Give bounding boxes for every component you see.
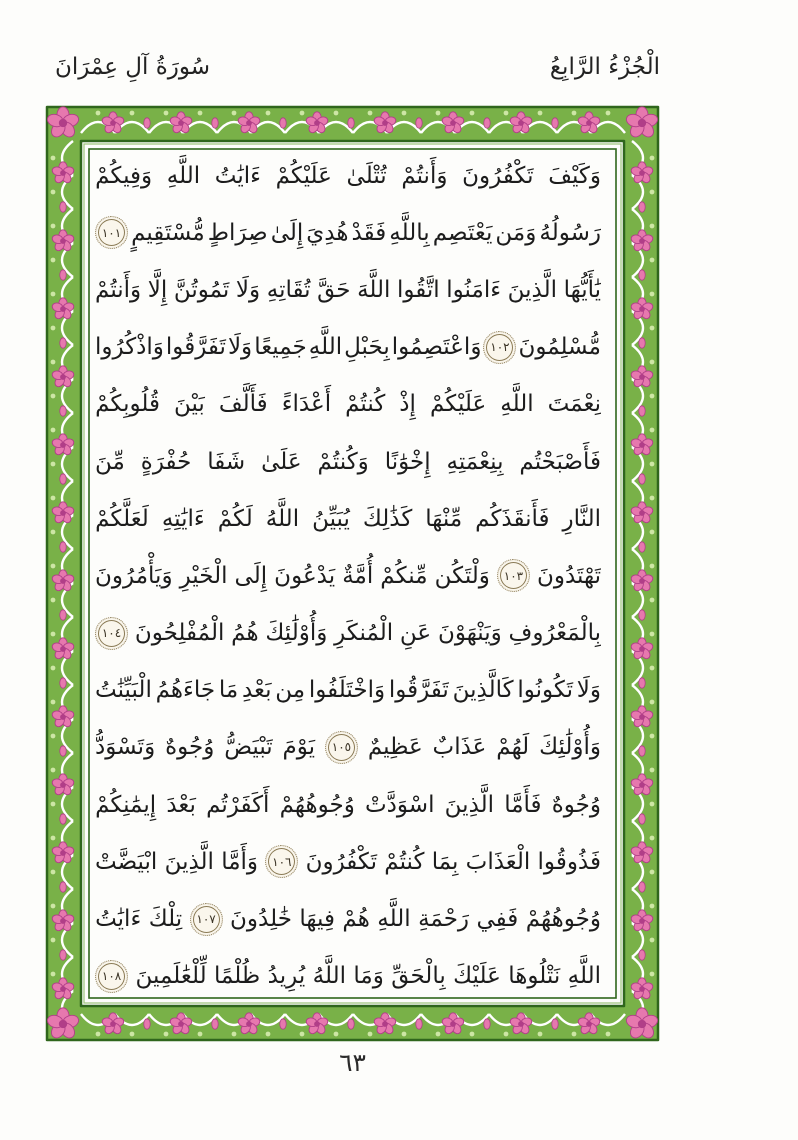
verse-text: تِلْكَ: [148, 906, 183, 933]
verse-text: تُتْلَىٰ: [346, 162, 387, 189]
verse-text: فَأَصْبَحْتُم: [519, 448, 601, 475]
aya-marker: ١٠٤: [95, 617, 128, 650]
verse-text: عَذَابٌ: [432, 734, 487, 761]
verse-text: وَلَا: [227, 334, 253, 361]
verse-text: بِمَا: [431, 848, 459, 875]
verse-text: وَمَن: [495, 219, 537, 246]
verse-text: عَلَىٰ: [261, 448, 302, 475]
verse-text: وَيَنْهَوْنَ: [437, 620, 502, 647]
verse-text: الَّذِينَ: [507, 276, 557, 303]
verse-text: وَأَمَّا: [221, 848, 259, 875]
aya-marker: ١٠٨: [95, 960, 128, 993]
aya-marker: ١٠٦: [265, 845, 298, 878]
page-number: ٦٣: [339, 1048, 366, 1077]
verse-text: الْخَيْرِ: [179, 562, 228, 589]
verse-text: بَيْنَ: [173, 391, 205, 418]
verse-text: الْمُنكَرِ: [334, 620, 394, 647]
verse-text: وَاعْتَصِمُوا: [391, 334, 482, 361]
mushaf-line-8: [95, 547, 601, 604]
verse-text: تَكُونُوا: [517, 677, 573, 704]
verse-text: تَكْفُرُونَ: [462, 162, 534, 189]
verse-text: صِرَاطٍ: [207, 219, 268, 246]
verse-text: تَكْفُرُونَ: [305, 848, 378, 875]
aya-marker: ١٠٧: [190, 903, 223, 936]
verse-text: اللَّهَ: [357, 276, 391, 303]
verse-text: ءَامَنُوا: [446, 276, 502, 303]
mushaf-line-6: [95, 433, 601, 490]
verse-text: شَفَا: [207, 448, 246, 475]
mushaf-line-1: [95, 147, 601, 204]
verse-text: يَٰأَيُّهَا: [563, 276, 601, 303]
mushaf-line-12: [95, 776, 601, 833]
verse-text: بِالْحَقِّ: [391, 963, 446, 990]
verse-text: تَفَرَّقُوا: [388, 677, 449, 704]
verse-text: اللَّهِ: [308, 334, 343, 361]
aya-marker: ١٠٥: [325, 731, 358, 764]
verse-text: اللَّهِ: [500, 391, 534, 418]
mushaf-line-10: [95, 662, 601, 719]
mushaf-line-11: [95, 719, 601, 776]
verse-text: أَكَفَرْتُم: [206, 791, 270, 818]
verse-text: إِلَّا: [147, 276, 168, 303]
verse-text: حَقَّ: [317, 276, 351, 303]
verse-text: تَمُوتُنَّ: [173, 276, 230, 303]
verse-text: الْبَيِّنَٰتُ: [95, 677, 152, 704]
verse-text: وَأَنتُمْ: [95, 276, 142, 303]
verse-text: يَعْتَصِم: [432, 219, 493, 246]
verse-text: وَاذْكُرُوا: [95, 334, 164, 361]
verse-text: حُفْرَةٍ: [140, 448, 192, 475]
verse-text: عَظِيمٌ: [367, 734, 423, 761]
verse-text: ظُلْمًا: [214, 963, 261, 990]
verse-text: إِلَىٰ: [270, 219, 304, 246]
verse-text: لَهُمْ: [496, 734, 530, 761]
quran-text-area: [95, 147, 601, 1007]
verse-text: ابْيَضَّتْ: [95, 848, 158, 875]
verse-text: لَعَلَّكُمْ: [95, 505, 149, 532]
verse-text: مِن: [275, 677, 306, 704]
verse-text: خَٰلِدُونَ: [230, 906, 292, 933]
verse-text: الَّذِينَ: [164, 848, 214, 875]
verse-text: وَلْتَكُن: [434, 562, 490, 589]
verse-text: عَلَيْكَ: [453, 963, 501, 990]
mushaf-line-2: [95, 204, 601, 261]
verse-text: فِيهَا: [299, 906, 335, 933]
verse-text: يُرِيدُ: [267, 963, 306, 990]
mushaf-line-9: [95, 605, 601, 662]
verse-text: اللَّهُ: [265, 505, 300, 532]
mushaf-line-13: [95, 833, 601, 890]
verse-text: عَنِ: [399, 620, 432, 647]
verse-text: تَهْتَدُونَ: [536, 562, 601, 589]
verse-text: اللَّهِ: [567, 963, 601, 990]
verse-text: رَحْمَةِ: [418, 906, 470, 933]
verse-text: ءَايَٰتُ: [214, 162, 261, 189]
verse-text: وُجُوهٌ: [551, 791, 601, 818]
verse-text: اللَّهِ: [377, 906, 411, 933]
verse-text: وَكُنتُمْ: [317, 448, 369, 475]
verse-text: بِاللَّهِ: [389, 219, 430, 246]
verse-text: أَعْدَاءً: [281, 391, 332, 418]
verse-text: اتَّقُوا: [397, 276, 440, 303]
verse-text: كُنتُمْ: [345, 391, 386, 418]
verse-text: إِلَى: [234, 562, 268, 589]
verse-text: فَأَلَّفَ: [218, 391, 268, 418]
mushaf-line-15: [95, 948, 601, 1005]
mushaf-line-4: [95, 319, 601, 376]
verse-text: وُجُوهٌ: [165, 734, 215, 761]
verse-text: مِّنَ: [95, 448, 125, 475]
verse-text: فَقَدْ: [351, 219, 387, 246]
verse-text: بِحَبْلِ: [344, 334, 390, 361]
verse-text: وُجُوهُهُمْ: [525, 906, 601, 933]
verse-text: وَفِيكُمْ: [95, 162, 153, 189]
verse-text: وَيَأْمُرُونَ: [95, 562, 173, 589]
verse-text: تَفَرَّقُوا: [165, 334, 226, 361]
verse-text: أُمَّةٌ: [342, 562, 374, 589]
verse-text: كَالَّذِينَ: [452, 677, 514, 704]
verse-text: وَأَنتُمْ: [401, 162, 448, 189]
verse-text: يُبَيِّنُ: [312, 505, 350, 532]
verse-text: إِذْ: [399, 391, 416, 418]
verse-text: يَوْمَ: [282, 734, 316, 761]
verse-text: مُّسْتَقِيمٍ: [131, 219, 205, 246]
verse-text: عَلَيْكُمْ: [429, 391, 487, 418]
verse-text: بَعْدَ: [166, 791, 196, 818]
verse-text: إِخْوَٰنًا: [384, 448, 431, 475]
verse-text: كُنتُمْ: [384, 848, 425, 875]
verse-text: قُلُوبِكُمْ: [95, 391, 160, 418]
verse-text: فَأَنقَذَكُم: [475, 505, 550, 532]
verse-text: مِّنْهَا: [425, 505, 463, 532]
verse-text: كَذَٰلِكَ: [362, 505, 413, 532]
verse-text: الْعَذَابَ: [465, 848, 531, 875]
verse-text: وَاخْتَلَفُوا: [308, 677, 386, 704]
verse-text: هُمْ: [342, 906, 370, 933]
verse-text: نَتْلُوهَا: [508, 963, 561, 990]
verse-text: اللَّهِ: [166, 162, 201, 189]
mushaf-line-7: [95, 490, 601, 547]
verse-text: الْمُفْلِحُونَ: [134, 620, 225, 647]
aya-marker: ١٠٢: [483, 331, 516, 364]
verse-text: وَلَا: [576, 677, 601, 704]
verse-text: بِنِعْمَتِهِ: [446, 448, 504, 475]
verse-text: فَأَمَّا: [504, 791, 542, 818]
juz-title: الْجُزْءُ الرَّابِعُ: [549, 54, 660, 80]
verse-text: الَّذِينَ: [444, 791, 495, 818]
verse-text: نِعْمَتَ: [547, 391, 601, 418]
verse-text: تَبْيَضُّ: [224, 734, 273, 761]
verse-text: وُجُوهُهُمْ: [279, 791, 355, 818]
verse-text: يَدْعُونَ: [274, 562, 336, 589]
verse-text: هُدِيَ: [306, 219, 349, 246]
verse-text: وَأُوْلَٰئِكَ: [539, 734, 601, 761]
verse-text: اللَّهُ: [312, 963, 346, 990]
verse-text: وَأُوْلَٰئِكَ: [265, 620, 328, 647]
verse-text: بَعْدِ: [241, 677, 272, 704]
verse-text: مُّسْلِمُونَ: [518, 334, 601, 361]
verse-text: ءَايَٰتِهِ: [161, 505, 205, 532]
verse-text: وَتَسْوَدُّ: [95, 734, 156, 761]
aya-marker: ١٠٣: [497, 559, 530, 592]
verse-text: هُمُ: [231, 620, 259, 647]
verse-text: بِالْمَعْرُوفِ: [508, 620, 601, 647]
verse-text: مِّنكُمْ: [380, 562, 428, 589]
mushaf-line-14: [95, 890, 601, 947]
verse-text: وَمَا: [353, 963, 384, 990]
verse-text: مَا: [218, 677, 239, 704]
verse-text: وَكَيْفَ: [548, 162, 601, 189]
surah-title: سُورَةُ آلِ عِمْرَانَ: [55, 54, 211, 80]
verse-text: رَسُولُهُ: [539, 219, 601, 246]
aya-marker: ١٠١: [95, 216, 128, 249]
verse-text: فَفِي: [476, 906, 519, 933]
mushaf-line-3: [95, 261, 601, 318]
verse-text: فَذُوقُوا: [537, 848, 601, 875]
verse-text: جَاءَهُمُ: [155, 677, 216, 704]
verse-text: وَلَا: [235, 276, 261, 303]
verse-text: لَكُمْ: [217, 505, 253, 532]
verse-text: تُقَاتِهِ: [266, 276, 311, 303]
verse-text: النَّارِ: [562, 505, 601, 532]
verse-text: جَمِيعًا: [254, 334, 307, 361]
mushaf-line-5: [95, 376, 601, 433]
verse-text: لِّلْعَٰلَمِينَ: [135, 963, 207, 990]
verse-text: اسْوَدَّتْ: [365, 791, 435, 818]
verse-text: إِيمَٰنِكُمْ: [95, 791, 157, 818]
verse-text: عَلَيْكُمْ: [275, 162, 332, 189]
verse-text: ءَايَٰتُ: [95, 906, 142, 933]
